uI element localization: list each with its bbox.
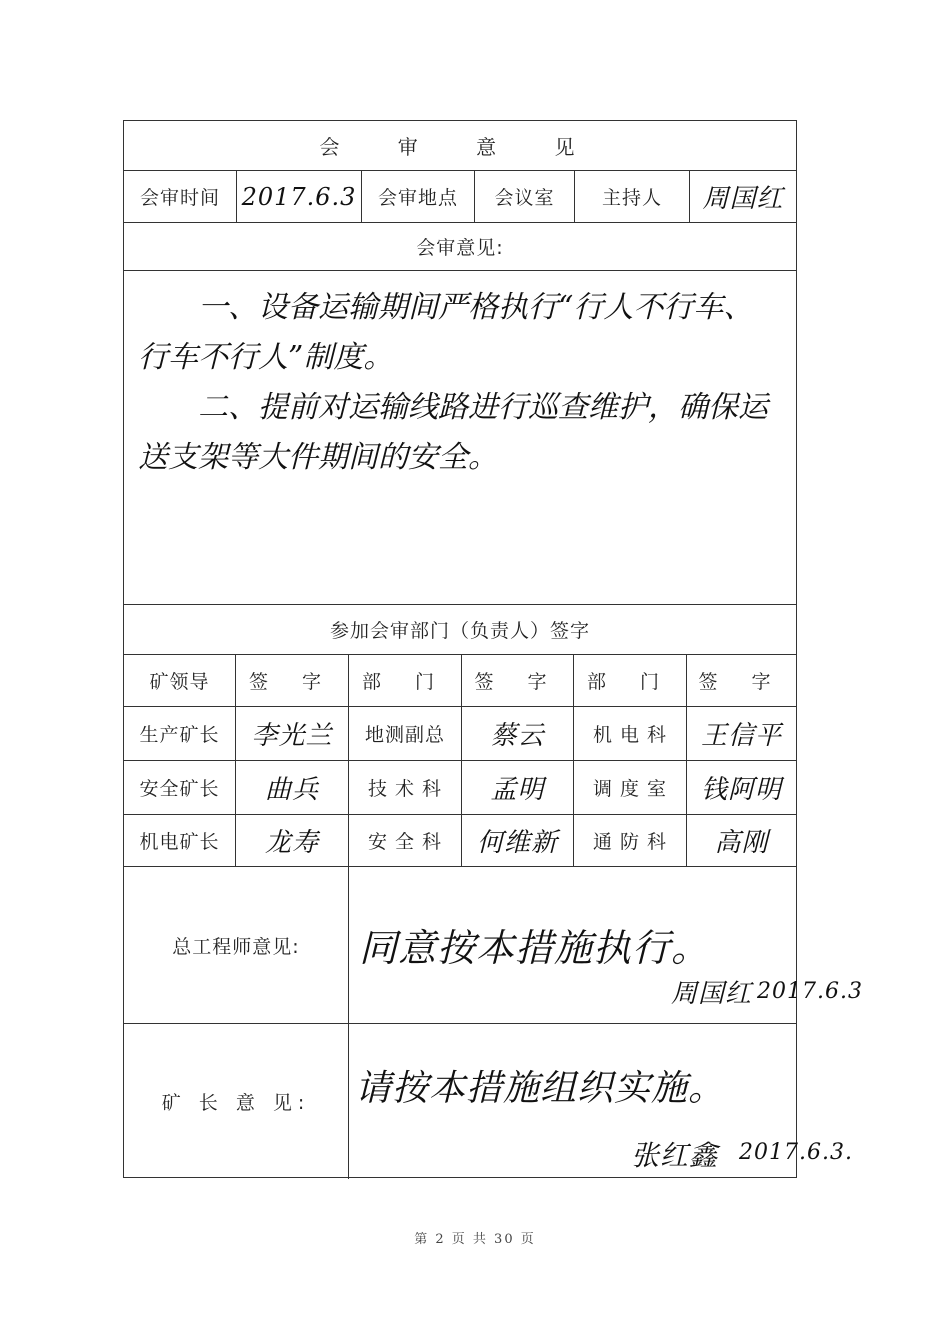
page-footer: 第 2 页 共 30 页 xyxy=(414,1232,536,1247)
signature-header-row xyxy=(124,605,796,655)
department-name: 通 防 科 xyxy=(574,815,687,866)
mine-director-opinion-cell xyxy=(349,1024,853,1179)
leader-signature: 龙寿 xyxy=(236,815,349,866)
leader-signature: 李光兰 xyxy=(236,707,349,760)
mine-director-signature: 张红鑫 xyxy=(631,1139,719,1172)
col-header-sign: 签 字 xyxy=(462,655,574,706)
leader-title: 机电矿长 xyxy=(124,815,236,866)
title-row xyxy=(124,121,796,171)
col-header-sign: 签 字 xyxy=(236,655,349,706)
review-place-value: 会议室 xyxy=(475,171,575,222)
col-header-leader: 矿领导 xyxy=(124,655,236,706)
department-name: 技 术 科 xyxy=(349,761,462,814)
mine-director-date: 2017.6.3. xyxy=(739,1140,853,1165)
leader-signature: 曲兵 xyxy=(236,761,349,814)
department-signature: 孟明 xyxy=(462,761,574,814)
department-name: 调 度 室 xyxy=(574,761,687,814)
department-signature: 钱阿明 xyxy=(700,775,782,805)
department-name: 安 全 科 xyxy=(349,815,462,866)
chief-engineer-date: 2017.6.3 xyxy=(757,979,863,1004)
chief-engineer-signature: 周国红 xyxy=(671,979,753,1009)
department-signature: 何维新 xyxy=(462,815,574,866)
form-title: 会 审 意 见 xyxy=(319,135,601,159)
opinion-header-row xyxy=(124,223,796,271)
leader-title: 安全矿长 xyxy=(124,761,236,814)
review-time-label: 会审时间 xyxy=(124,171,237,222)
review-form xyxy=(123,120,863,1178)
opinion-header: 会审意见: xyxy=(416,237,504,259)
opinion-body xyxy=(124,271,796,605)
host-value: 周国红 xyxy=(702,184,784,214)
signature-col-headers xyxy=(124,655,796,707)
col-header-sign: 签 字 xyxy=(698,671,785,693)
chief-engineer-opinion-cell xyxy=(349,867,863,1023)
signature-row xyxy=(124,707,796,761)
opinion-text xyxy=(124,271,796,483)
mine-director-label: 矿 长 意 见: xyxy=(124,1024,349,1179)
signature-row xyxy=(124,761,796,815)
department-name: 机 电 科 xyxy=(574,707,687,760)
host-label: 主持人 xyxy=(575,171,690,222)
col-header-dept: 部 门 xyxy=(349,655,462,706)
mine-director-row xyxy=(124,1024,853,1179)
department-name: 地测副总 xyxy=(349,707,462,760)
chief-engineer-label: 总工程师意见: xyxy=(124,867,349,1023)
opinion-line-2: 二、提前对运输线路进行巡查维护，确保运送支架等大件期间的安全。 xyxy=(138,390,768,475)
department-signature: 高刚 xyxy=(714,828,769,858)
review-time-value: 2017.6.3 xyxy=(237,171,362,222)
signature-header: 参加会审部门（负责人）签字 xyxy=(329,620,590,642)
chief-engineer-opinion: 同意按本措施执行。 xyxy=(359,926,711,970)
leader-title: 生产矿长 xyxy=(124,707,236,760)
mine-director-opinion: 请按本措施组织实施。 xyxy=(355,1068,726,1109)
department-signature: 蔡云 xyxy=(462,707,574,760)
department-signature: 王信平 xyxy=(700,721,782,751)
col-header-dept: 部 门 xyxy=(574,655,687,706)
info-row xyxy=(124,171,796,223)
chief-engineer-row xyxy=(124,867,863,1024)
signature-row xyxy=(124,815,796,867)
review-place-label: 会审地点 xyxy=(362,171,475,222)
opinion-line-1: 一、设备运输期间严格执行“行人不行车、行车不行人”制度。 xyxy=(138,290,754,375)
